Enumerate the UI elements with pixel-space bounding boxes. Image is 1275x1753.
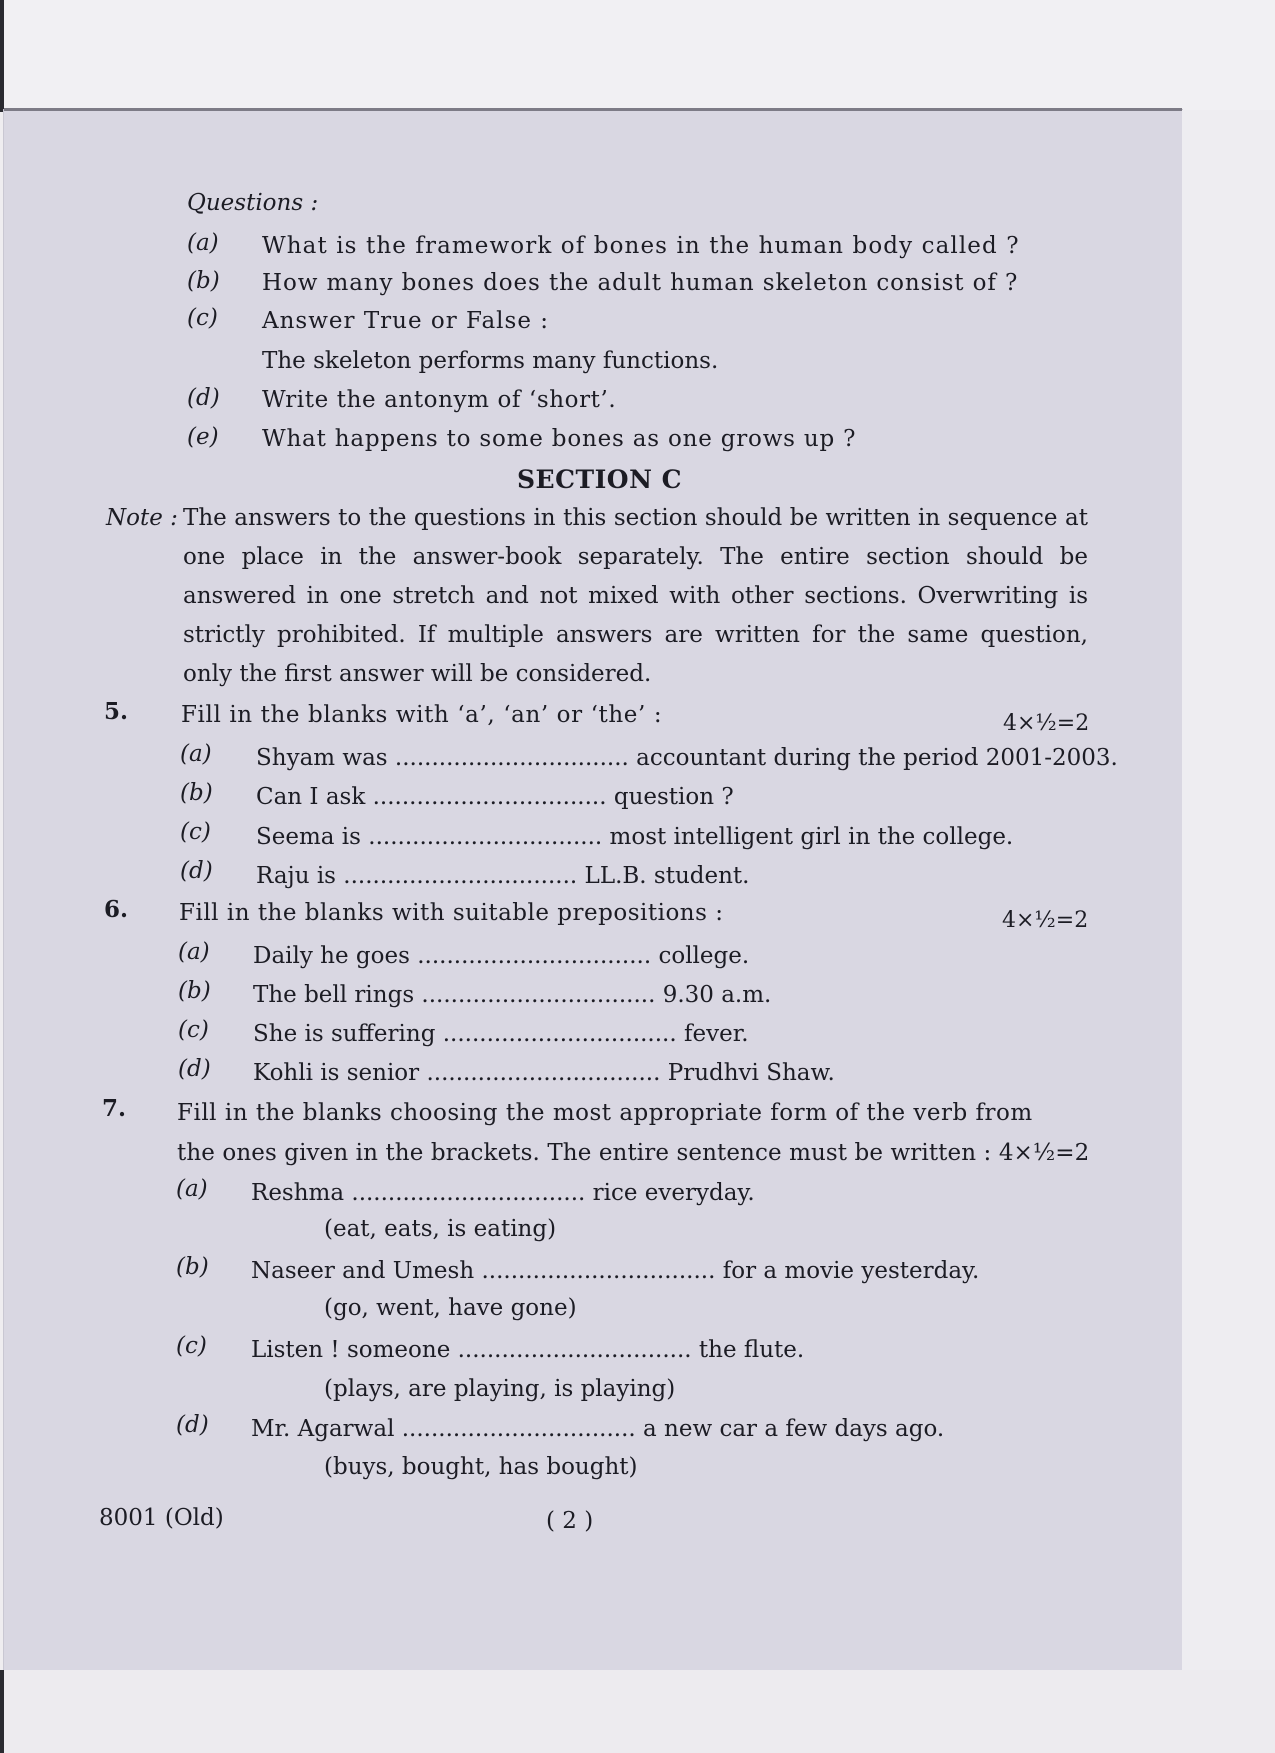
item-text: Can I ask ................................ question ? <box>256 784 734 810</box>
item-label: (b) <box>176 1254 209 1280</box>
question-text: What happens to some bones as one grows up ? <box>262 426 857 452</box>
page-number: ( 2 ) <box>546 1508 594 1534</box>
item-label: (c) <box>180 819 211 845</box>
item-label: (d) <box>178 1056 211 1082</box>
scan-background-top <box>0 0 1275 112</box>
section-title: SECTION C <box>517 465 683 494</box>
item-text: Daily he goes ................................ college. <box>253 943 750 969</box>
item-label: (a) <box>178 939 210 965</box>
question-text: Write the antonym of ‘short’. <box>262 387 617 413</box>
question-label: (d) <box>187 385 220 411</box>
marks: 4×½=2 <box>1003 711 1090 736</box>
item-label: (a) <box>176 1176 208 1202</box>
question-label: (c) <box>187 305 218 331</box>
question-number: 5. <box>104 698 129 725</box>
question-label: (b) <box>187 268 220 294</box>
question-number: 7. <box>102 1095 127 1122</box>
question-label: (e) <box>187 424 219 450</box>
item-text: Raju is ................................ LL.B. student. <box>256 863 750 889</box>
item-label: (d) <box>176 1412 209 1438</box>
question-text: How many bones does the adult human skeleton consist of ? <box>262 270 1019 296</box>
item-text: Kohli is senior ................................ Prudhvi Shaw. <box>253 1060 835 1086</box>
item-text: Naseer and Umesh ................................ for a movie yesterday. <box>251 1258 980 1284</box>
question-text: Fill in the blanks choosing the most appropriate form of the verb from <box>177 1100 1033 1126</box>
paper-code: 8001 (Old) <box>99 1505 224 1531</box>
scan-left-edge <box>0 0 4 112</box>
question-text: Fill in the blanks with ‘a’, ‘an’ or ‘the’ : <box>181 702 663 728</box>
note-text: The answers to the questions in this section should be written in sequence at one place in the answer-book separately. The entire section should be answered in one stretch and not mixed with other sections. Overwriting is strictly prohibited. If multiple answers are written for the same question, only the first answer will be considered. <box>183 505 1088 687</box>
item-label: (d) <box>180 858 213 884</box>
item-text: The bell rings ................................ 9.30 a.m. <box>253 982 772 1008</box>
item-label: (a) <box>180 741 212 767</box>
verb-options: (buys, bought, has bought) <box>324 1454 638 1480</box>
question-text: The skeleton performs many functions. <box>262 348 719 374</box>
item-label: (c) <box>176 1333 207 1359</box>
verb-options: (go, went, have gone) <box>324 1295 577 1321</box>
item-text: Listen ! someone ................................ the flute. <box>251 1337 805 1363</box>
verb-options: (eat, eats, is eating) <box>324 1216 557 1242</box>
item-label: (c) <box>178 1017 209 1043</box>
note-label: Note : <box>106 505 178 531</box>
item-text: Mr. Agarwal ................................ a new car a few days ago. <box>251 1416 945 1442</box>
question-text: Fill in the blanks with suitable prepositions : <box>179 900 724 926</box>
item-label: (b) <box>178 978 211 1004</box>
scan-left-bar <box>0 1670 4 1753</box>
marks: 4×½=2 <box>1002 908 1089 933</box>
question-text: What is the framework of bones in the human body called ? <box>262 233 1020 259</box>
item-text: Seema is ................................ most intelligent girl in the college. <box>256 824 1014 850</box>
item-label: (b) <box>180 780 213 806</box>
item-text: Reshma ................................ rice everyday. <box>251 1180 755 1206</box>
question-number: 6. <box>104 896 129 923</box>
page-top-edge <box>4 108 1182 111</box>
verb-options: (plays, are playing, is playing) <box>324 1376 676 1402</box>
question-text: Answer True or False : <box>262 308 549 334</box>
item-text: Shyam was ................................ accountant during the period 2001-2003. <box>256 745 1118 771</box>
scan-background-right <box>1182 110 1275 1753</box>
questions-heading: Questions : <box>187 190 319 216</box>
item-text: She is suffering ................................ fever. <box>253 1021 749 1047</box>
question-text: the ones given in the brackets. The entire sentence must be written : 4×½=2 <box>177 1140 1090 1166</box>
scan-background-bottom <box>0 1670 1275 1753</box>
question-label: (a) <box>187 230 219 256</box>
